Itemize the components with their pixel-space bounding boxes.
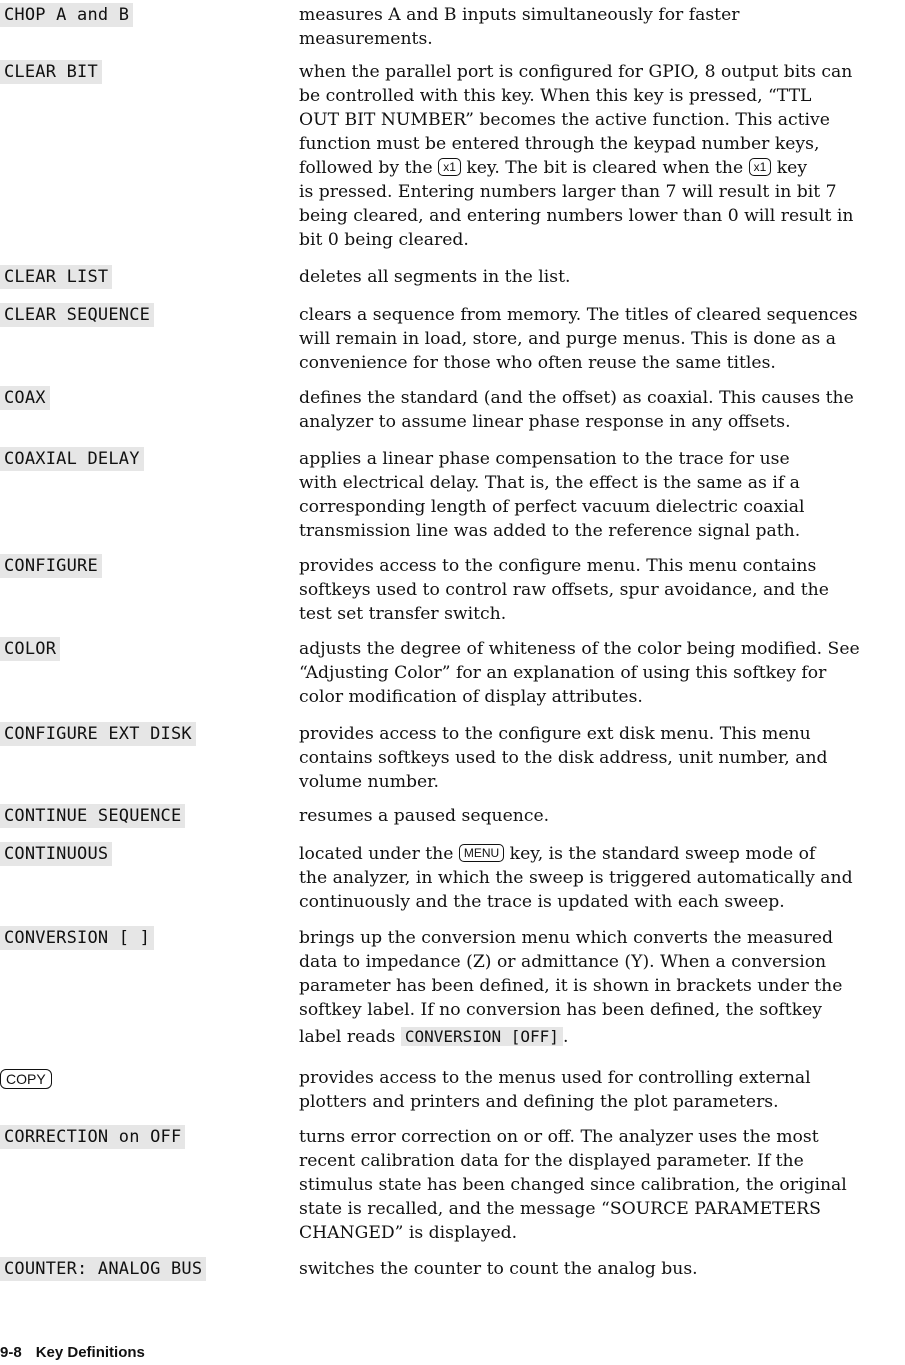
definition-line: defines the standard (and the offset) as coaxial. This causes the (299, 388, 854, 408)
definition (299, 60, 905, 252)
copy-key: COPY (0, 1069, 52, 1089)
softkey-term: COUNTER: ANALOG BUS (0, 1257, 206, 1281)
softkey-term: CONTINUE SEQUENCE (0, 804, 185, 828)
softkey-term: COAX (0, 386, 50, 410)
definition-line (299, 156, 905, 180)
section-title: Key Definitions (35, 1344, 145, 1361)
definition (299, 1257, 905, 1281)
definition-line: function must be entered through the keypad number keys, (299, 134, 820, 154)
softkey-term: CONFIGURE (0, 554, 102, 578)
definition-line: when the parallel port is configured for GPIO, 8 output bits can (299, 62, 853, 82)
page-number: 9-8 (0, 1344, 22, 1361)
definition-line: is pressed. Entering numbers larger than 7 will result in bit 7 (299, 182, 837, 202)
definition-line: applies a linear phase compensation to the trace for use (299, 449, 790, 469)
definition-line: being cleared, and entering numbers lower than 0 will result in (299, 206, 854, 226)
text-run: located under the (299, 844, 459, 864)
definition-line: deletes all segments in the list. (299, 267, 571, 287)
definition-line: continuously and the trace is updated with each sweep. (299, 892, 785, 912)
definition-line: convenience for those who often reuse the same titles. (299, 353, 776, 373)
definition-line: test set transfer switch. (299, 604, 507, 624)
definition-line: contains softkeys used to the disk address, unit number, and (299, 748, 828, 768)
text-run: key. The bit is cleared when the (460, 158, 749, 178)
text-run: label reads (299, 1027, 401, 1047)
softkey-term: COAXIAL DELAY (0, 447, 144, 471)
definition-line: data to impedance (Z) or admittance (Y). When a conversion (299, 952, 827, 972)
definition-line: clears a sequence from memory. The titles of cleared sequences (299, 305, 858, 325)
definition-line: be controlled with this key. When this key is pressed, “TTL (299, 86, 812, 106)
definition (299, 1066, 905, 1114)
x1-key: x1 (749, 158, 772, 176)
definition (299, 804, 905, 828)
definition-line: softkeys used to control raw offsets, spur avoidance, and the (299, 580, 829, 600)
page-footer (0, 1344, 159, 1361)
softkey-term: CORRECTION on OFF (0, 1125, 185, 1149)
softkey-term: CHOP A and B (0, 3, 133, 27)
definition-line: corresponding length of perfect vacuum dielectric coaxial (299, 497, 805, 517)
definition-line: measurements. (299, 29, 433, 49)
definition-line: state is recalled, and the message “SOURCE PARAMETERS (299, 1199, 821, 1219)
definition (299, 842, 905, 914)
definition-line: OUT BIT NUMBER” becomes the active function. This active (299, 110, 830, 130)
definition-line: stimulus state has been changed since calibration, the original (299, 1175, 847, 1195)
definition (299, 265, 905, 289)
definition (299, 447, 905, 543)
softkey-term: CLEAR SEQUENCE (0, 303, 154, 327)
definition-line: will remain in load, store, and purge menus. This is done as a (299, 329, 837, 349)
definition-line: adjusts the degree of whiteness of the color being modified. See (299, 639, 860, 659)
text-run: . (562, 1027, 569, 1047)
definition (299, 926, 905, 1049)
softkey-term: CLEAR BIT (0, 60, 102, 84)
definition (299, 3, 905, 51)
definition-line: “Adjusting Color” for an explanation of using this softkey for (299, 663, 827, 683)
definition-line: analyzer to assume linear phase response in any offsets. (299, 412, 791, 432)
definition-line: bit 0 being cleared. (299, 230, 469, 250)
definition (299, 1125, 905, 1245)
definition-line: brings up the conversion menu which converts the measured (299, 928, 834, 948)
softkey-term: CLEAR LIST (0, 265, 112, 289)
menu-key: MENU (459, 844, 504, 862)
text-run: followed by the (299, 158, 439, 178)
definition-line: plotters and printers and defining the plot parameters. (299, 1092, 779, 1112)
softkey-term: CONVERSION [ ] (0, 926, 154, 950)
definition-line (299, 1025, 905, 1049)
definition-line (299, 842, 905, 866)
x1-key: x1 (438, 158, 461, 176)
text-run: key, is the standard sweep mode of (504, 844, 816, 864)
definition (299, 303, 905, 375)
definition-line: turns error correction on or off. The analyzer uses the most (299, 1127, 819, 1147)
definition-line: provides access to the menus used for controlling external (299, 1068, 811, 1088)
definition-line: the analyzer, in which the sweep is triggered automatically and (299, 868, 853, 888)
definition-line: measures A and B inputs simultaneously for faster (299, 5, 740, 25)
definition (299, 386, 905, 434)
definition-line: switches the counter to count the analog bus. (299, 1259, 698, 1279)
definition-line: provides access to the configure ext disk menu. This menu (299, 724, 811, 744)
definition-line: CHANGED” is displayed. (299, 1223, 518, 1243)
definition-line: volume number. (299, 772, 439, 792)
softkey-term: CONFIGURE EXT DISK (0, 722, 196, 746)
softkey-term: COLOR (0, 637, 60, 661)
definition-line: with electrical delay. That is, the effect is the same as if a (299, 473, 800, 493)
definition (299, 722, 905, 794)
text-run: key (771, 158, 808, 178)
definition-line: parameter has been defined, it is shown in brackets under the (299, 976, 843, 996)
definition (299, 554, 905, 626)
definition-line: resumes a paused sequence. (299, 806, 550, 826)
definition-line: recent calibration data for the displayed parameter. If the (299, 1151, 804, 1171)
softkey-term: CONTINUOUS (0, 842, 112, 866)
conversion-off-softkey: CONVERSION [OFF] (401, 1027, 563, 1046)
definition-line: transmission line was added to the reference signal path. (299, 521, 801, 541)
definition (299, 637, 905, 709)
definition-line: provides access to the configure menu. This menu contains (299, 556, 817, 576)
definition-line: color modification of display attributes. (299, 687, 643, 707)
definition-line: softkey label. If no conversion has been defined, the softkey (299, 1000, 823, 1020)
